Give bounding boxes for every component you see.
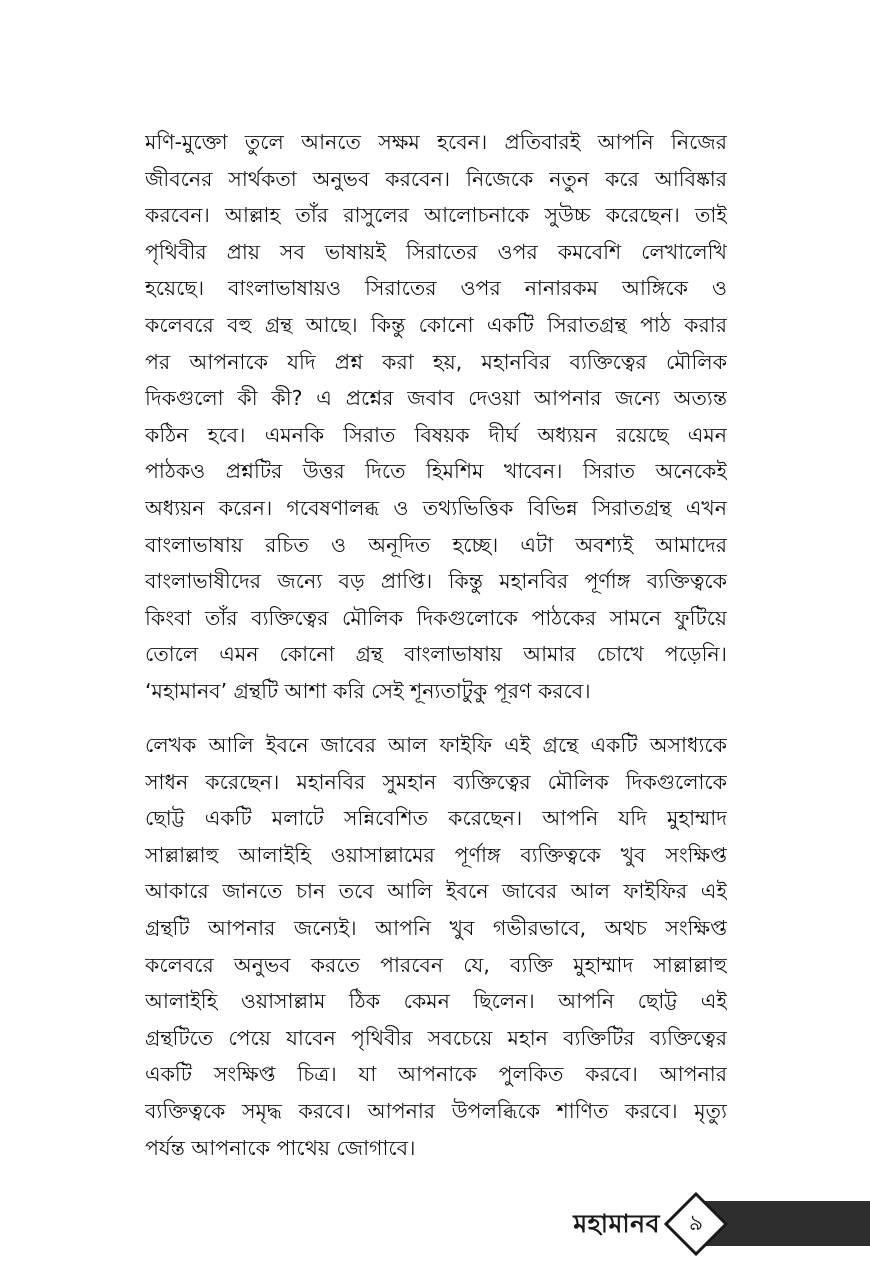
text-line: ছোট্ট একটি মলাটে সন্নিবেশিত করেছেন। আপনি যদি মুহাম্মাদ bbox=[145, 806, 727, 831]
text-line: গ্রন্থটিতে পেয়ে যাবেন পৃথিবীর সবচেয়ে মহান ব্যক্তিটির ব্যক্তিত্বের bbox=[145, 1025, 727, 1050]
text-line: কলেবরে বহু গ্রন্থ আছে। কিন্তু কোনো একটি সিরাতগ্রন্থ পাঠ করার bbox=[145, 312, 727, 337]
text-line: আকারে জানতে চান তবে আলি ইবনে জাবের আল ফাইফির এই bbox=[145, 879, 727, 904]
text-line: ব্যক্তিত্বকে সমৃদ্ধ করবে। আপনার উপলব্ধিকে শাণিত করবে। মৃত্যু bbox=[145, 1098, 727, 1123]
text-line: লেখক আলি ইবনে জাবের আল ফাইফি এই গ্রন্থে একটি অসাধ্যকে bbox=[145, 733, 727, 757]
text-line: অধ্যয়ন করেন। গবেষণালব্ধ ও তথ্যভিত্তিক বিভিন্ন সিরাতগ্রন্থ এখন bbox=[145, 495, 727, 520]
text-line: বাংলাভাষীদের জন্যে বড় প্রাপ্তি। কিন্তু মহানবির পূর্ণাঙ্গ ব্যক্তিত্বকে bbox=[145, 569, 727, 594]
text-line: হয়েছে। বাংলাভাষায়ও সিরাতের ওপর নানারকম আঙ্গিকে ও bbox=[145, 276, 727, 301]
text-line: ‘মহামানব’ গ্রন্থটি আশা করি সেই শূন্যতাটুকু পূরণ করবে। bbox=[145, 678, 591, 703]
text-line: বাংলাভাষায় রচিত ও অনূদিত হচ্ছে। এটা অবশ্যই আমাদের bbox=[145, 532, 727, 557]
text-line: আলাইহি ওয়াসাল্লাম ঠিক কেমন ছিলেন। আপনি ছোট্ট এই bbox=[145, 989, 727, 1014]
text-line: মণি-মুক্তো তুলে আনতে সক্ষম হবেন। প্রতিবারই আপনি নিজের bbox=[145, 130, 727, 154]
page-number-badge bbox=[664, 1192, 728, 1256]
text-line: পৃথিবীর প্রায় সব ভাষায়ই সিরাতের ওপর কমবেশি লেখালেখি bbox=[145, 239, 727, 264]
text-line: পর্যন্ত আপনাকে পাথেয় জোগাবে। bbox=[145, 1135, 416, 1160]
text-line: সাধন করেছেন। মহানবির সুমহান ব্যক্তিত্বের মৌলিক দিকগুলোকে bbox=[145, 769, 727, 794]
text-line: করবেন। আল্লাহ তাঁর রাসুলের আলোচনাকে সুউচ্চ করেছেন। তাই bbox=[145, 203, 727, 228]
text-line: পাঠকও প্রশ্নটির উত্তর দিতে হিমশিম খাবেন। সিরাত অনেকেই bbox=[145, 459, 727, 484]
text-line: কিংবা তাঁর ব্যক্তিত্বের মৌলিক দিকগুলোকে পাঠকের সামনে ফুটিয়ে bbox=[145, 605, 727, 630]
text-line: দিকগুলো কী কী? এ প্রশ্নের জবাব দেওয়া আপনার জন্যে অত্যন্ত bbox=[145, 386, 727, 411]
text-line: পর আপনাকে যদি প্রশ্ন করা হয়, মহানবির ব্যক্তিত্বের মৌলিক bbox=[145, 349, 727, 374]
paragraph-2 bbox=[145, 727, 727, 1166]
text-line: সাল্লাল্লাহু আলাইহি ওয়াসাল্লামের পূর্ণাঙ্গ ব্যক্তিত্বকে খুব সংক্ষিপ্ত bbox=[145, 842, 727, 867]
page-number: ৯ bbox=[688, 1211, 704, 1236]
text-line: কঠিন হবে। এমনকি সিরাত বিষয়ক দীর্ঘ অধ্যয়ন রয়েছে এমন bbox=[145, 422, 727, 447]
text-line: জীবনের সার্থকতা অনুভব করবেন। নিজেকে নতুন করে আবিষ্কার bbox=[145, 166, 727, 191]
paragraph-1 bbox=[145, 124, 727, 710]
text-line: গ্রন্থটি আপনার জন্যেই। আপনি খুব গভীরভাবে, অথচ সংক্ষিপ্ত bbox=[145, 915, 727, 940]
running-book-title: মহামানব bbox=[573, 1209, 660, 1238]
text-line: কলেবরে অনুভব করতে পারবেন যে, ব্যক্তি মুহাম্মাদ সাল্লাল্লাহু bbox=[145, 952, 727, 977]
text-line: তোলে এমন কোনো গ্রন্থ বাংলাভাষায় আমার চোখে পড়েনি। bbox=[145, 642, 727, 667]
text-line: একটি সংক্ষিপ্ত চিত্র। যা আপনাকে পুলকিত করবে। আপনার bbox=[145, 1062, 727, 1087]
